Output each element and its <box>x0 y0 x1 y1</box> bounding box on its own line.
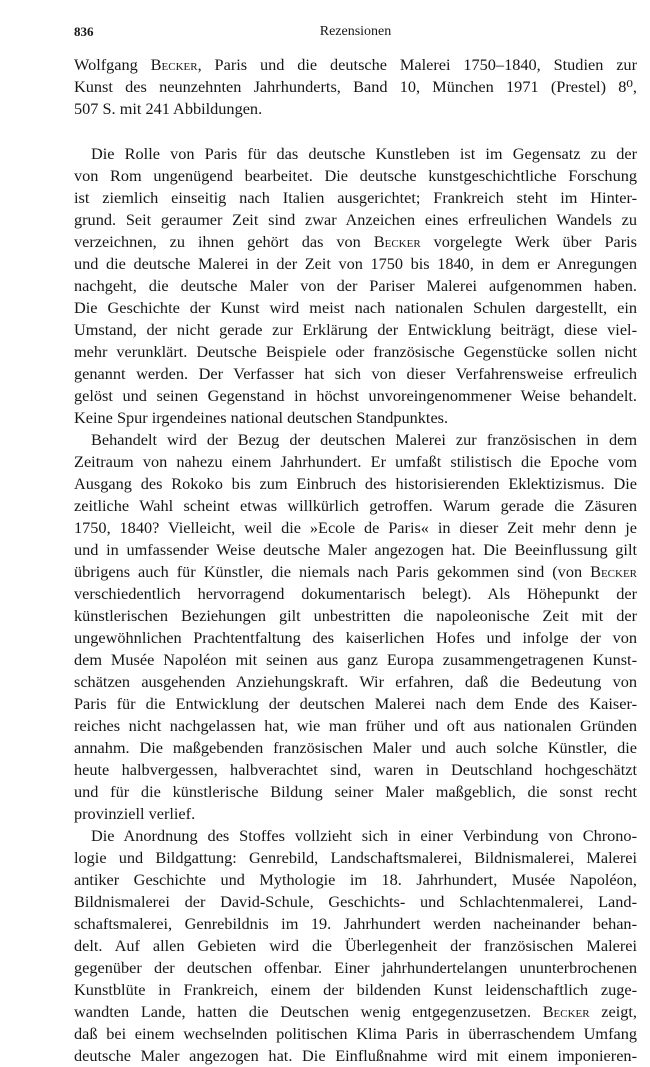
text-line: und die deutsche Malerei in der Zeit von 1750 bis 1840, in dem er Anregungen <box>74 254 637 273</box>
text-line: annahm. Die maßgebenden französischen Maler und auch solche Künstler, die <box>74 738 637 757</box>
document-page <box>74 24 637 1067</box>
bib-line: 507 S. mit 241 Abbildungen. <box>74 99 263 118</box>
text-line: Kunstblüte in Frankreich, einem der bildenden Kunst leidenschaftlich zuge- <box>74 980 637 999</box>
text-line: und in umfassender Weise deutsche Maler angezogen hat. Die Beeinflussung gilt <box>74 540 637 559</box>
text-line: Die Rolle von Paris für das deutsche Kunstleben ist im Gegensatz zu der <box>91 144 637 163</box>
text-line: Die Geschichte der Kunst wird meist nach nationalen Schulen dargestellt, ein <box>74 298 637 317</box>
text-line: schaftsmalerei, Genrebildnis im 19. Jahrhundert werden nacheinander behan- <box>74 914 637 933</box>
text-line: deutsche Maler angezogen hat. Die Einflußnahme wird mit einem imponieren- <box>74 1046 637 1065</box>
text-line: ungewöhnlichen Prachtentfaltung des kaiserlichen Hofes und infolge der von <box>74 628 637 647</box>
text-line: daß bei einem wechselnden politischen Klima Paris in überraschendem Umfang <box>74 1024 637 1043</box>
text-line: schätzen ausgehenden Anziehungskraft. Wir erfahren, daß die Bedeutung von <box>74 672 637 691</box>
text-line: mehr verunklärt. Deutsche Beispiele oder französische Gegenstücke sollen nicht <box>74 342 637 361</box>
text-line: und für die künstlerische Bildung seiner Maler maßgeblich, die sonst recht <box>74 782 637 801</box>
text-line: dem Musée Napoléon mit seinen aus ganz Europa zusammengetragenen Kunst- <box>74 650 637 669</box>
text-line: gelöst und seinen Gegenstand in höchst unvoreingenommener Weise behandelt. <box>74 386 637 405</box>
text-line: gegenüber der deutschen offenbar. Einer jahrhundertelangen ununterbrochenen <box>74 958 637 977</box>
author-name: Becker <box>590 562 637 581</box>
text-line: logie und Bildgattung: Genrebild, Landschaftsmalerei, Bildnismalerei, Malerei <box>74 848 637 867</box>
text-line: grund. Seit geraumer Zeit sind zwar Anzeichen eines erfreulichen Wandels zu <box>74 210 637 229</box>
page-number: 836 <box>74 24 94 39</box>
author-first-name: Wolfgang <box>74 55 151 74</box>
text-line: 1750, 1840? Vielleicht, weil die »Ecole de Paris« in dieser Zeit mehr denn je <box>74 518 637 537</box>
text-line: Behandelt wird der Bezug der deutschen Malerei zur französischen in dem <box>91 430 637 449</box>
text-line: Ausgang des Rokoko bis zum Einbruch des historisierenden Eklektizismus. Die <box>74 474 637 493</box>
text-line: Bildnismalerei der David-Schule, Geschichts- und Schlachtenmalerei, Land- <box>74 892 637 911</box>
text-line: heute halbvergessen, halbverachtet sind, waren in Deutschland hochgeschätzt <box>74 760 637 779</box>
author-name: Becker <box>373 232 421 251</box>
text-line: provinziell verlief. <box>74 804 196 823</box>
paragraph <box>74 143 637 429</box>
text-line: wandten Lande, hatten die Deutschen wenig entgegenzusetzen. Becker zeigt, <box>74 1002 637 1021</box>
text-line: Umstand, der nicht gerade zur Erklärung der Entwicklung beiträgt, diese viel- <box>74 320 637 339</box>
text-line: Die Anordnung des Stoffes vollzieht sich in einer Verbindung von Chrono- <box>91 826 637 845</box>
text-line: Paris für die Entwicklung der deutschen Malerei nach dem Ende des Kaiser- <box>74 694 637 713</box>
text-line: künstlerischen Beziehungen gilt unbestritten die napoleonische Zeit mit der <box>74 606 637 625</box>
bib-line: , Paris und die deutsche Malerei 1750–1840, Studien zur <box>197 55 637 74</box>
review-body <box>74 143 637 1067</box>
text-line: zeitliche Wahl scheint etwas willkürlich getroffen. Warum gerade die Zäsuren <box>74 496 637 515</box>
bib-line: Kunst des neunzehnten Jahrhunderts, Band 10, München 1971 (Prestel) 8⁰, <box>74 77 637 96</box>
paragraph <box>74 429 637 825</box>
text-line: verzeichnen, zu ihnen gehört das von Becker vorgelegte Werk über Paris <box>74 232 638 251</box>
author-name: Becker <box>542 1002 590 1021</box>
text-line: delt. Auf allen Gebieten wird die Überlegenheit der französischen Malerei <box>74 936 637 955</box>
bibliographic-entry <box>74 54 637 120</box>
running-head <box>74 24 637 44</box>
text-line: ist ziemlich einseitig nach Italien ausgerichtet; Frankreich steht im Hinter- <box>74 188 637 207</box>
text-line: Zeitraum von nahezu einem Jahrhundert. Er umfaßt stilistisch die Epoche vom <box>74 452 637 471</box>
paragraph <box>74 825 637 1067</box>
text-line: Keine Spur irgendeines national deutschen Standpunktes. <box>74 408 449 427</box>
text-line: verschiedentlich hervorragend dokumentarisch belegt). Als Höhepunkt der <box>74 584 637 603</box>
text-line: antiker Geschichte und Mythologie im 18. Jahrhundert, Musée Napoléon, <box>74 870 637 889</box>
author-last-name: Becker <box>150 55 198 74</box>
running-title: Rezensionen <box>319 24 392 39</box>
text-line: übrigens auch für Künstler, die niemals nach Paris gekommen sind (von Becker <box>74 562 637 581</box>
text-line: reiches nicht nachgelassen hat, wie man früher und oft aus nationalen Gründen <box>74 716 637 735</box>
text-line: nachgeht, die deutsche Maler von der Pariser Malerei aufgenommen haben. <box>74 276 637 295</box>
text-line: von Rom ungenügend bearbeitet. Die deutsche kunstgeschichtliche Forschung <box>74 166 637 185</box>
text-line: genannt werden. Der Verfasser hat sich von dieser Verfahrensweise erfreulich <box>74 364 637 383</box>
